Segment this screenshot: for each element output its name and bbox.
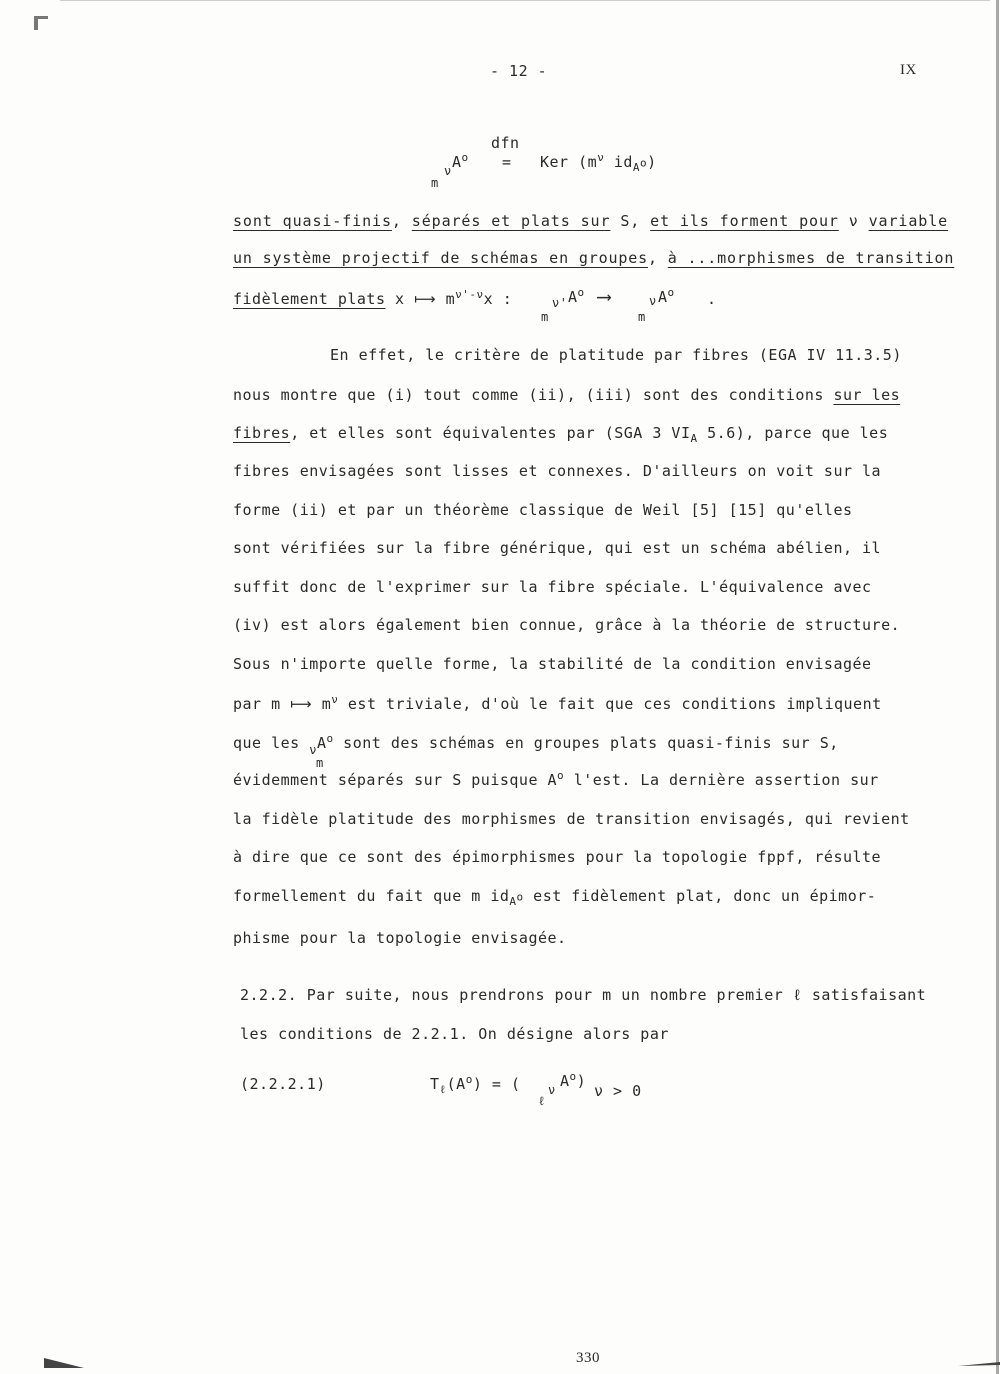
para-line-12: évidemment séparés sur S puisque $A^o$ l'est. La dernière assertion sur xyxy=(233,769,879,789)
formula-lhs-m: m xyxy=(431,176,439,190)
text-line-2: un système projectif de schémas en groupes, à ...morphismes de transition xyxy=(233,249,955,267)
section-line-2: les conditions de 2.2.1. On désigne alors par xyxy=(240,1025,669,1043)
para-line-9: Sous n'importe quelle forme, la stabilité de la condition envisagée xyxy=(233,655,872,673)
section-number: IX xyxy=(900,62,917,78)
para-line-11: que les $_\nu A^o$ sont des schémas en groupes plats quasi-finis sur S, xyxy=(233,732,839,757)
formula-lhs-nu: ν xyxy=(444,164,452,178)
folio-number: 330 xyxy=(576,1350,600,1366)
map-target: $A^o$ xyxy=(658,286,675,306)
para-line-6: sont vérifiées sur la fibre générique, qui est un schéma abélien, il xyxy=(233,539,882,557)
para-line-2: nous montre que (i) tout comme (ii), (iii) sont des conditions sur les xyxy=(233,386,901,404)
formula-rhs: Ker ($m^\nu$ $id_{A^o}$) xyxy=(540,151,657,174)
text-line-1: sont quasi-finis, séparés et plats sur S, et ils forment pour ν variable xyxy=(233,212,949,230)
para-line-4: fibres envisagées sont lisses et connexes. D'ailleurs on voit sur la xyxy=(233,462,882,480)
map-source-m: m xyxy=(541,310,549,324)
para-line-7: suffit donc de l'exprimer sur la fibre spéciale. L'équivalence avec xyxy=(233,578,872,596)
top-edge xyxy=(60,0,990,1)
p11-m: m xyxy=(316,756,324,770)
equation-rhs: $A^o$) xyxy=(560,1070,587,1090)
equation-condition: ν > 0 xyxy=(594,1082,642,1100)
map-source-nu: ν' xyxy=(552,296,568,310)
para-line-5: forme (ii) et par un théorème classique de Weil [5] [15] qu'elles xyxy=(233,501,853,519)
equation-nu: ν xyxy=(548,1083,556,1097)
para-line-3: fibres, et elles sont équivalentes par (SGA 3 $VI_A$ 5.6), parce que les xyxy=(233,424,889,445)
map-target-nu: ν xyxy=(649,294,657,308)
corner-mark-icon xyxy=(958,1356,1000,1368)
para-line-10: par m ⟼ $m^\nu$ est triviale, d'où le fait que ces conditions impliquent xyxy=(233,693,882,713)
map-source: $A^o$ xyxy=(568,286,585,306)
para-line-14: à dire que ce sont des épimorphismes pour la topologie fppf, résulte xyxy=(233,848,882,866)
para-line-8: (iv) est alors également bien connue, grâce à la théorie de structure. xyxy=(233,616,901,634)
page-number: - 12 - xyxy=(490,62,548,80)
text-line-3: fidèlement plats x ⟼ $m^{\nu'-\nu}x$ : xyxy=(233,288,513,308)
equation-lhs: $T_\ell(A^o)$ = ( xyxy=(430,1073,521,1096)
section-line-1: 2.2.2. Par suite, nous prendrons pour m un nombre premier ℓ satisfaisant xyxy=(240,986,927,1004)
para-line-13: la fidèle platitude des morphismes de transition envisagés, qui revient xyxy=(233,810,910,828)
para-line-15: formellement du fait que m $id_{A^o}$ est fidèlement plat, donc un épimor- xyxy=(233,887,877,908)
map-target-m: m xyxy=(638,310,646,324)
corner-mark-icon xyxy=(44,1356,84,1370)
right-edge xyxy=(996,0,999,1374)
equation-ell: ℓ xyxy=(538,1094,546,1108)
map-period: . xyxy=(707,290,717,308)
equation-label: (2.2.2.1) xyxy=(240,1075,326,1093)
corner-mark-icon xyxy=(34,16,48,30)
map-arrow: ⟶ xyxy=(598,284,611,308)
formula-lhs-base: $A^o$ xyxy=(452,151,469,171)
formula-eq: = xyxy=(502,153,512,171)
para-line-16: phisme pour la topologie envisagée. xyxy=(233,929,567,947)
dfn-label: dfn xyxy=(491,134,520,152)
para-line-1: En effet, le critère de platitude par fibres (EGA IV 11.3.5) xyxy=(330,346,902,364)
